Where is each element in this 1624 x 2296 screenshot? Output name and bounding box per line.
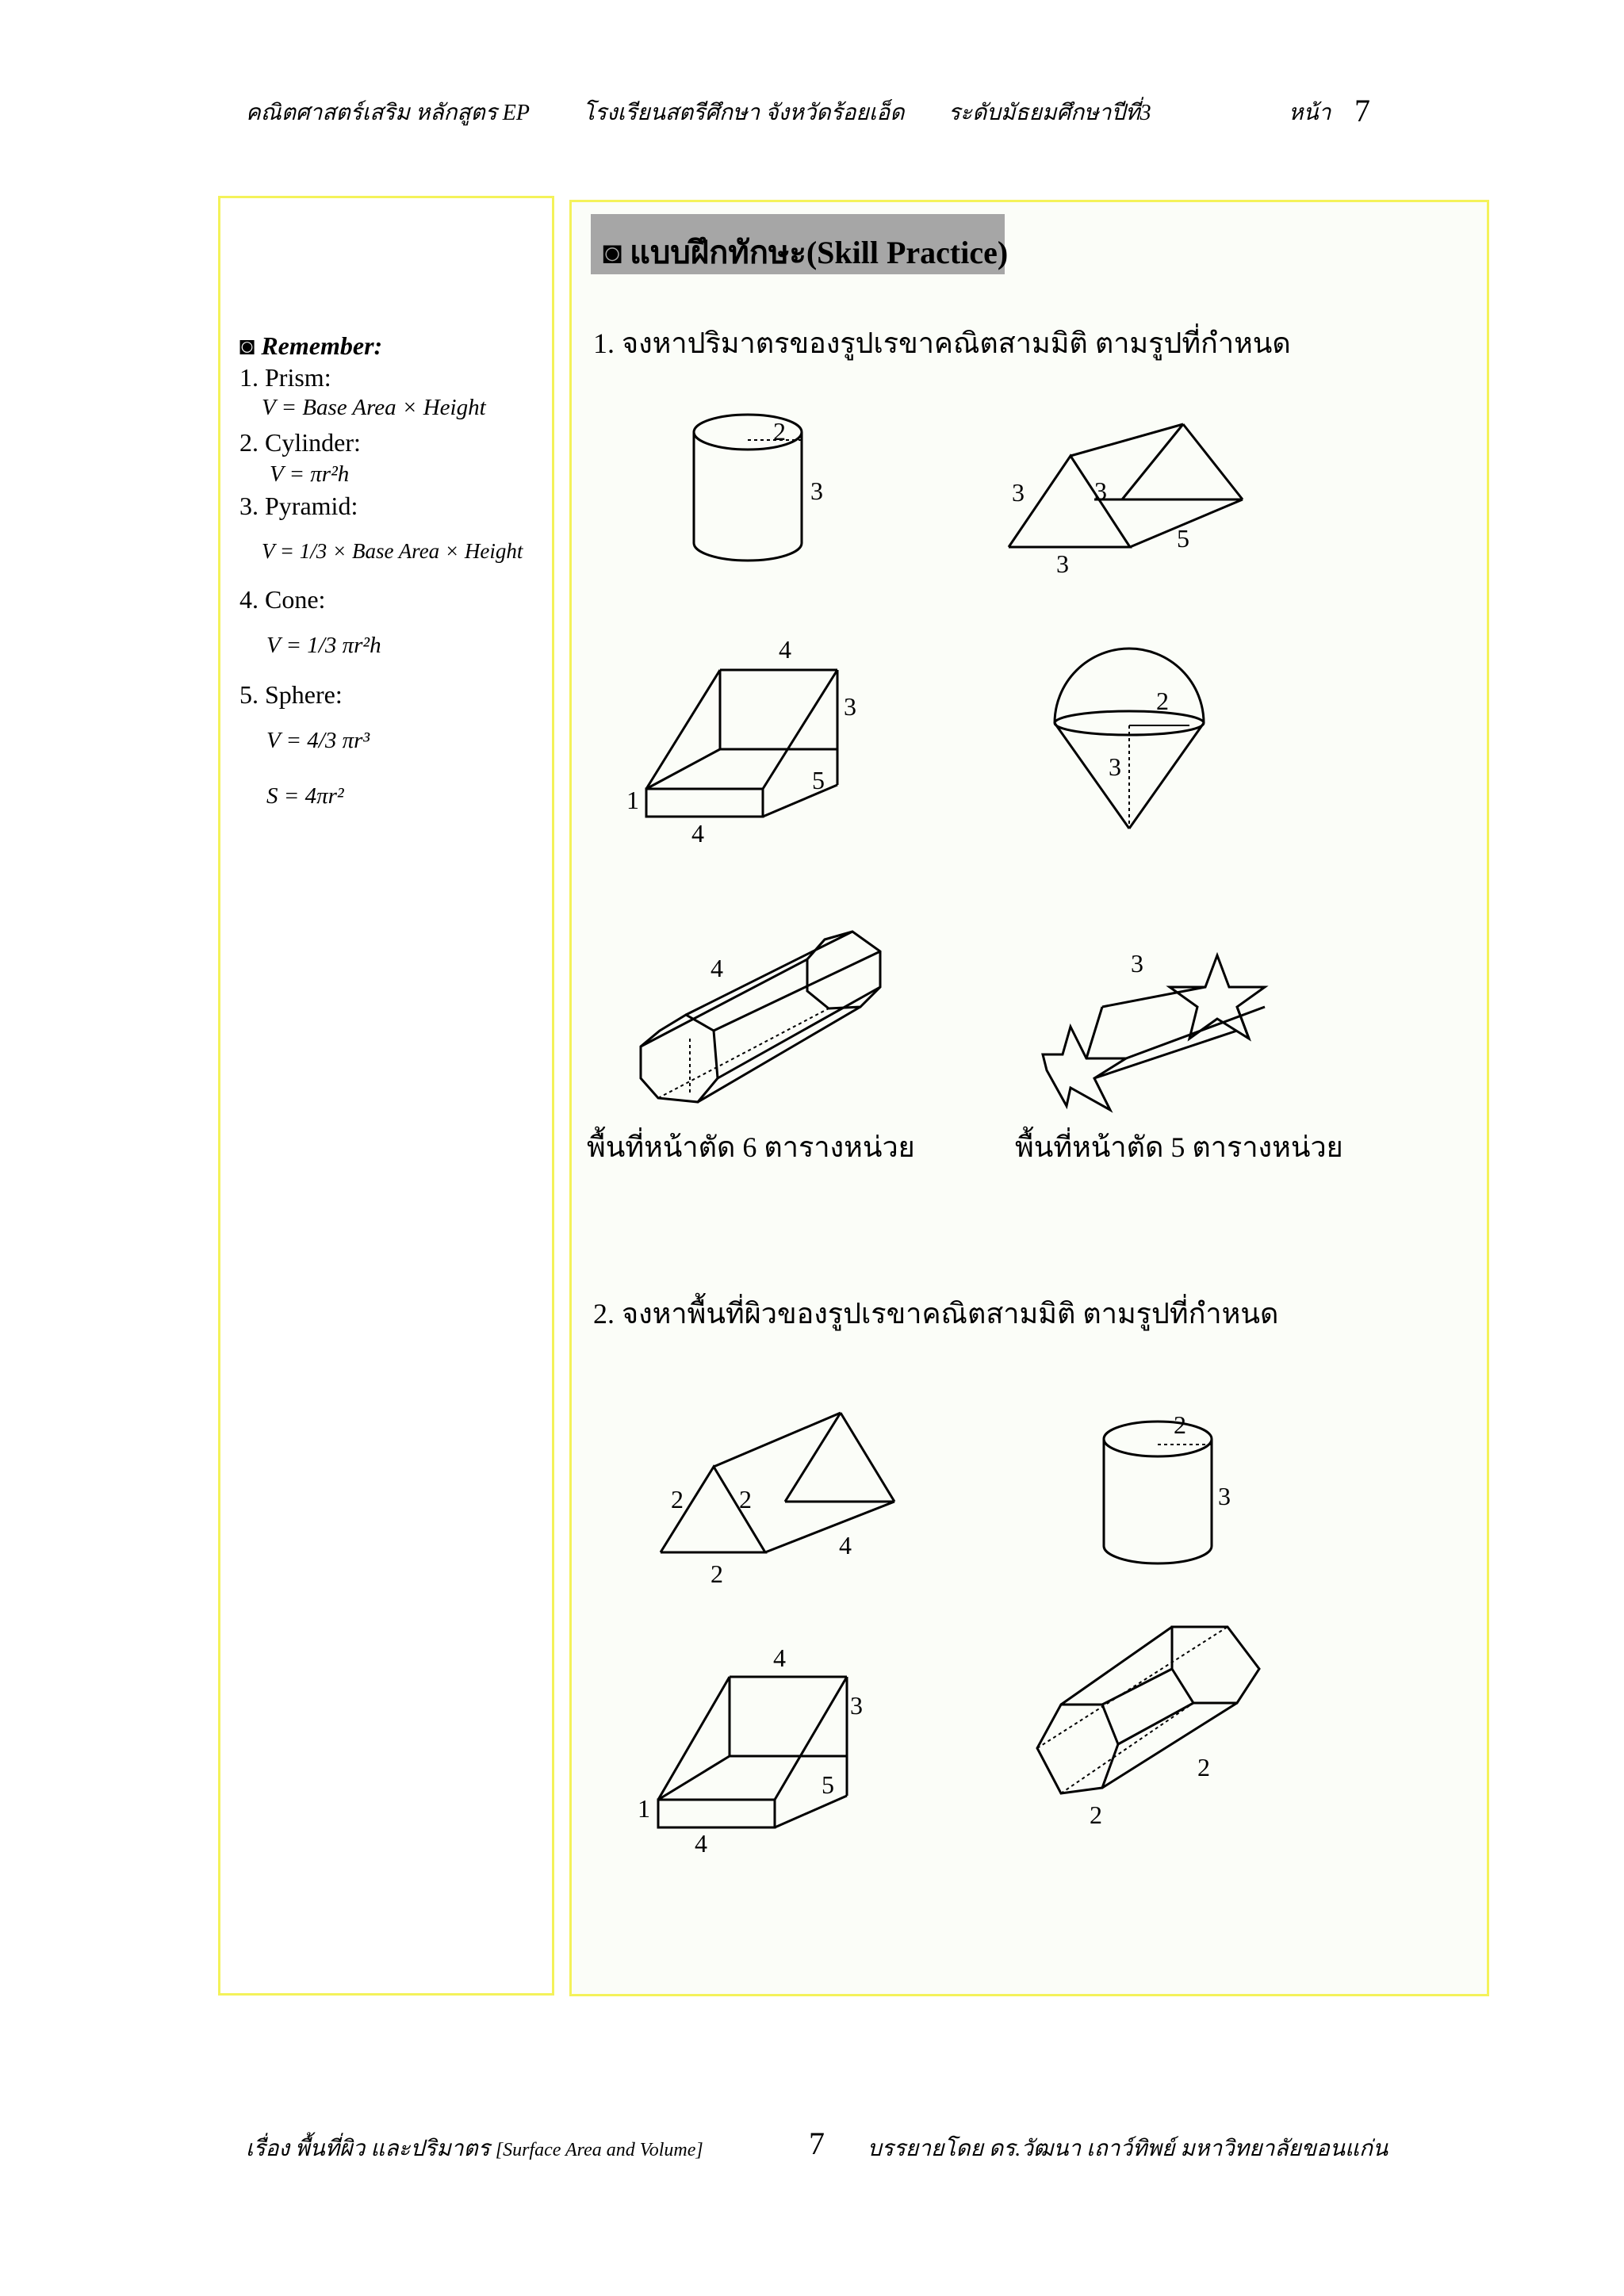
q1-star-prism-figure — [1043, 949, 1265, 1110]
q2-cylinder-height-label: 3 — [1218, 1482, 1231, 1510]
question-2: 2. จงหาพื้นที่ผิวของรูปเรขาคณิตสามมิติ ตามรูปที่กำหนด — [593, 1298, 1279, 1330]
practice-title: ◙ แบบฝึกทักษะ(Skill Practice) — [603, 235, 1009, 270]
q2-box-height-label: 3 — [850, 1691, 863, 1720]
remember-symbol: ◙ — [239, 331, 255, 360]
q1-cylinder-height-label: 3 — [810, 476, 823, 505]
q1-prism-length-label: 5 — [1177, 524, 1189, 553]
formula-sphere-surface: S = 4πr² — [266, 783, 344, 809]
caption-cross-section-5: พื้นที่หน้าตัด 5 ตารางหน่วย — [1015, 1131, 1343, 1163]
formula-cone: V = 1/3 πr²h — [266, 633, 381, 658]
remember-item-cone: 4. Cone: — [239, 585, 326, 614]
q1-box-thickness-label: 1 — [626, 786, 639, 814]
q2-box-thickness-label: 1 — [638, 1794, 650, 1823]
q2-prism-length-label: 4 — [839, 1531, 852, 1559]
header-subject: คณิตศาสตร์เสริม หลักสูตร EP — [246, 101, 530, 125]
header-school: โรงเรียนสตรีศึกษา จังหวัดร้อยเอ็ด — [583, 101, 905, 125]
q2-cylinder-radius-label: 2 — [1174, 1410, 1186, 1439]
remember-title-text: Remember: — [261, 331, 383, 360]
q1-box-figure — [626, 635, 856, 848]
q2-prism-base-label: 2 — [710, 1559, 723, 1588]
remember-item-pyramid: 3. Pyramid: — [239, 492, 358, 520]
caption-cross-section-6: พื้นที่หน้าตัด 6 ตารางหน่วย — [587, 1131, 915, 1163]
q1-prism-side-b-label: 3 — [1094, 476, 1107, 505]
q1-octagon-length-label: 4 — [710, 954, 723, 982]
q2-hexagonal-prism-figure — [1037, 1627, 1259, 1829]
header-page-number: 7 — [1354, 93, 1370, 128]
q1-cylinder-figure — [694, 415, 823, 561]
q1-box-height-label: 3 — [844, 692, 856, 721]
q1-cone-radius-label: 2 — [1156, 687, 1169, 715]
q2-triangular-prism-figure — [661, 1413, 894, 1588]
q2-hex-side-label: 2 — [1090, 1800, 1102, 1829]
q1-cone-height-label: 3 — [1109, 752, 1121, 781]
formula-prism: V = Base Area × Height — [262, 395, 486, 420]
remember-item-prism: 1. Prism: — [239, 363, 331, 392]
q1-box-top-label: 4 — [779, 635, 791, 664]
q1-octagonal-prism-figure — [641, 932, 880, 1102]
footer-topic-en: [Surface Area and Volume] — [495, 2140, 703, 2160]
question-1: 1. จงหาปริมาตรของรูปเรขาคณิตสามมิติ ตามรูปที่กำหนด — [593, 327, 1291, 359]
q1-cone-hemisphere-figure — [1055, 649, 1204, 828]
q2-prism-side-a-label: 2 — [671, 1485, 684, 1513]
header-level: ระดับมัธยมศึกษาปีที่3 — [948, 101, 1151, 125]
formula-sphere-volume: V = 4/3 πr³ — [266, 728, 370, 753]
footer-page-number: 7 — [809, 2126, 825, 2161]
q2-box-depth-label: 5 — [822, 1770, 834, 1799]
q1-triangular-prism-figure — [1009, 424, 1243, 578]
q1-prism-side-a-label: 3 — [1012, 478, 1025, 507]
q2-hex-length-label: 2 — [1197, 1753, 1210, 1781]
q1-prism-base-label: 3 — [1056, 549, 1069, 578]
formula-cylinder: V = πr²h — [270, 461, 350, 487]
q2-box-figure — [638, 1644, 863, 1858]
q1-cylinder-radius-label: 2 — [773, 417, 786, 446]
q2-prism-side-b-label: 2 — [739, 1485, 752, 1513]
formula-pyramid: V = 1/3 × Base Area × Height — [262, 539, 523, 563]
remember-item-sphere: 5. Sphere: — [239, 680, 343, 709]
q2-box-bottom-label: 4 — [695, 1829, 707, 1858]
remember-item-cylinder: 2. Cylinder: — [239, 428, 361, 457]
q1-star-length-label: 3 — [1131, 949, 1143, 978]
footer-topic — [246, 2131, 703, 2166]
footer-author: บรรยายโดย ดร.วัฒนา เถาว์ทิพย์ มหาวิทยาลัยขอนแก่น — [868, 2137, 1388, 2161]
header-page-label: หน้า — [1289, 101, 1331, 125]
q1-box-depth-label: 5 — [812, 766, 825, 794]
q1-box-bottom-label: 4 — [691, 819, 704, 848]
q2-box-top-label: 4 — [773, 1644, 786, 1672]
q2-cylinder-figure — [1104, 1410, 1231, 1563]
footer-topic-th: เรื่อง พื้นที่ผิว และปริมาตร — [246, 2137, 490, 2161]
